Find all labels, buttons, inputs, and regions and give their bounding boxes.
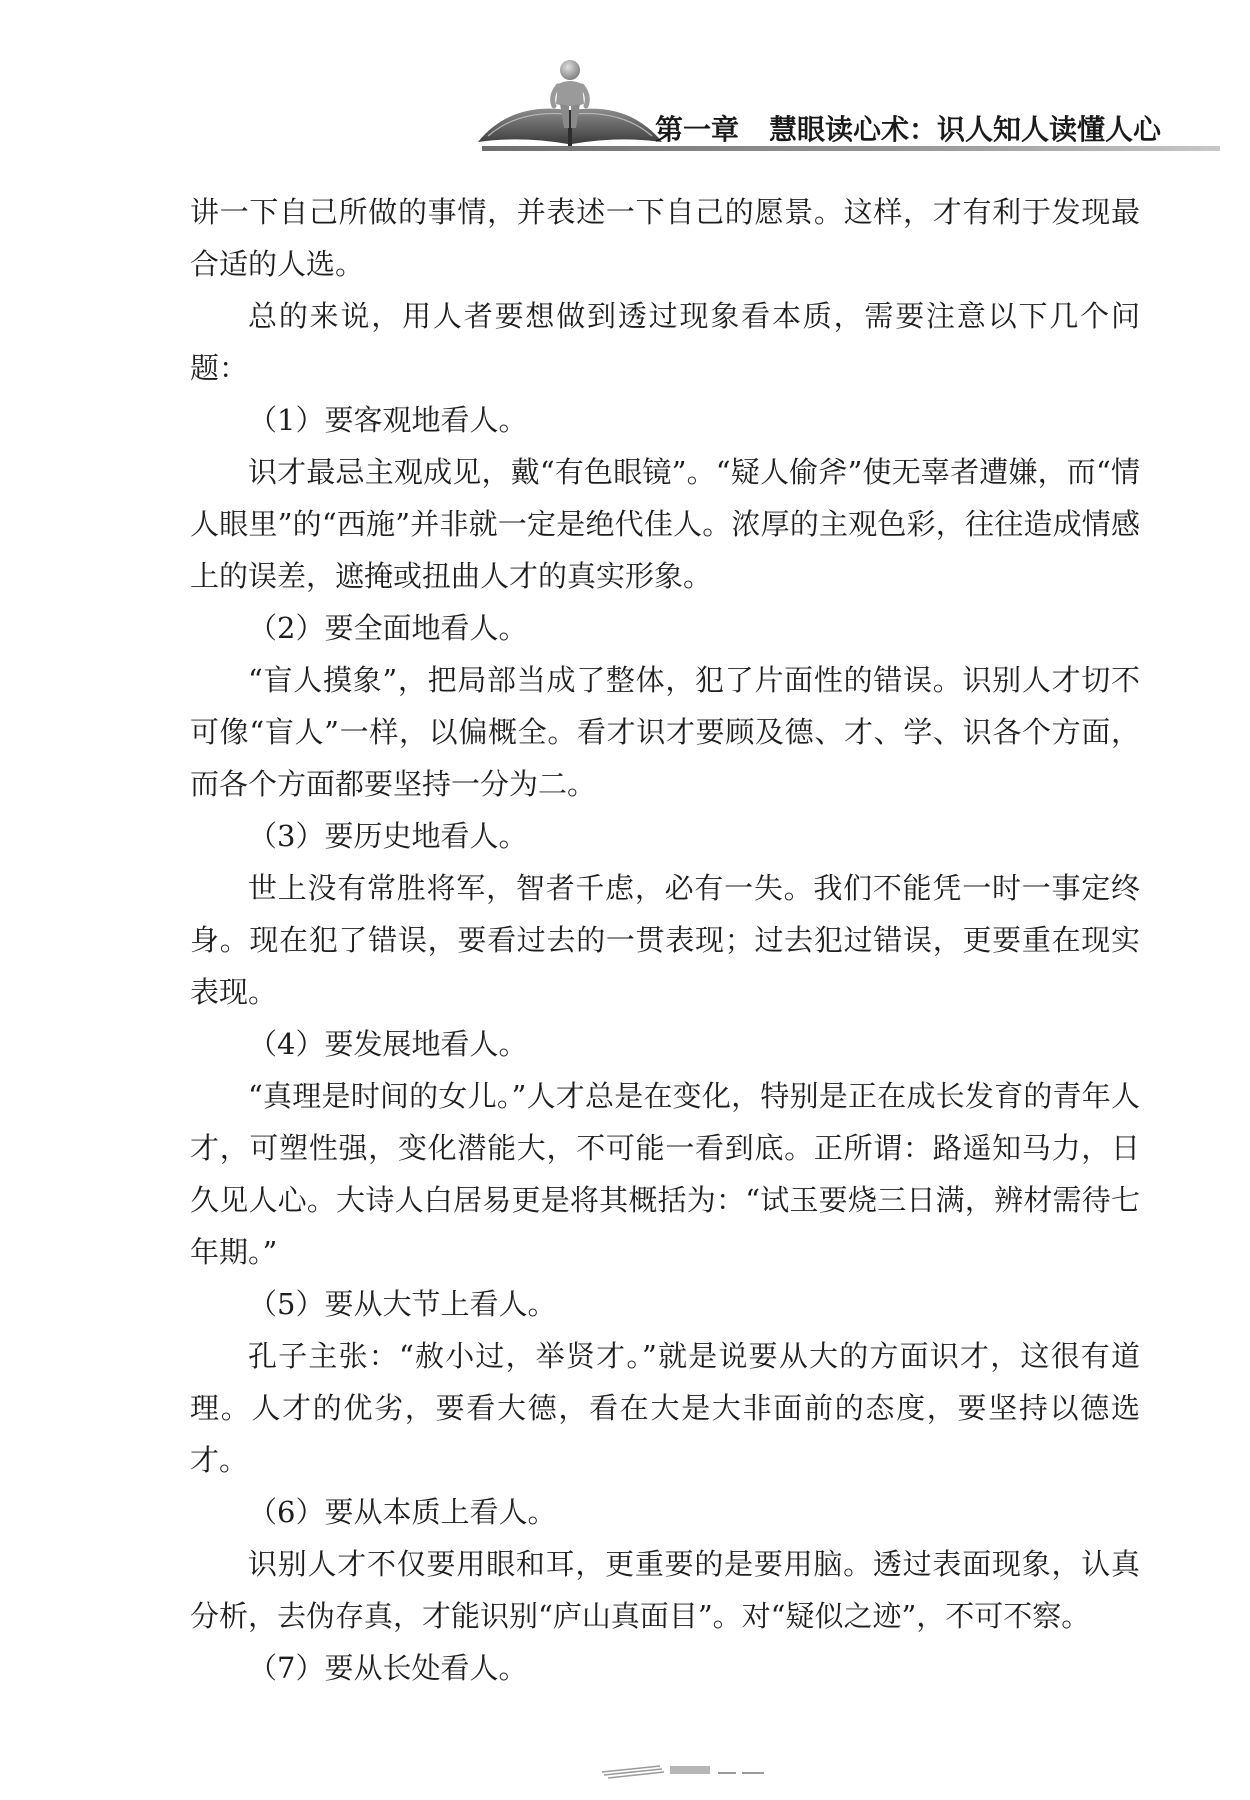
page-body [190, 186, 1140, 1694]
chapter-number: 第一章 [655, 113, 740, 146]
paragraph: 识才最忌主观成见，戴“有色眼镜”。“疑人偷斧”使无辜者遭嫌，而“情人眼里”的“西施”并非就一定是绝代佳人。浓厚的主观色彩，往往造成情感上的误差，遮掩或扭曲人才的真实形象。 [190, 455, 1140, 593]
paragraph: 孔子主张：“赦小过，举贤才。”就是说要从大的方面识才，这很有道理。人才的优劣，要看大德，看在大是大非面前的态度，要坚持以德选才。 [190, 1339, 1140, 1477]
chapter-title: 慧眼读心术：识人知人读懂人心 [769, 113, 1162, 146]
book-figure-icon [470, 40, 670, 150]
list-heading: （3）要历史地看人。 [248, 819, 528, 853]
header-rule [482, 146, 1220, 151]
paragraph: 识别人才不仅要用眼和耳，更重要的是要用脑。透过表面现象，认真分析，去伪存真，才能识别“庐山真面目”。对“疑似之迹”，不可不察。 [190, 1547, 1140, 1633]
paragraph: 讲一下自己所做的事情，并表述一下自己的愿景。这样，才有利于发现最合适的人选。 [190, 195, 1140, 281]
list-heading: （2）要全面地看人。 [248, 611, 528, 645]
list-heading: （6）要从本质上看人。 [248, 1495, 557, 1529]
page-number-ornament [600, 1760, 800, 1780]
list-heading: （1）要客观地看人。 [248, 403, 528, 437]
list-heading: （7）要从长处看人。 [248, 1651, 528, 1685]
paragraph: “真理是时间的女儿。”人才总是在变化，特别是正在成长发育的青年人才，可塑性强，变化潜能大，不可能一看到底。正所谓：路遥知马力，日久见人心。大诗人白居易更是将其概括为：“试玉要烧三日满，辨材需待七年期。” [190, 1079, 1140, 1269]
page-header [0, 0, 1250, 160]
paragraph: “盲人摸象”，把局部当成了整体，犯了片面性的错误。识别人才切不可像“盲人”一样，以偏概全。看才识才要顾及德、才、学、识各个方面，而各个方面都要坚持一分为二。 [190, 663, 1140, 801]
paragraph: 世上没有常胜将军，智者千虑，必有一失。我们不能凭一时一事定终身。现在犯了错误，要看过去的一贯表现；过去犯过错误，更要重在现实表现。 [190, 871, 1140, 1009]
chapter-heading [655, 108, 1161, 148]
list-heading: （5）要从大节上看人。 [248, 1287, 557, 1321]
list-heading: （4）要发展地看人。 [248, 1027, 528, 1061]
paragraph: 总的来说，用人者要想做到透过现象看本质，需要注意以下几个问题： [190, 299, 1140, 385]
